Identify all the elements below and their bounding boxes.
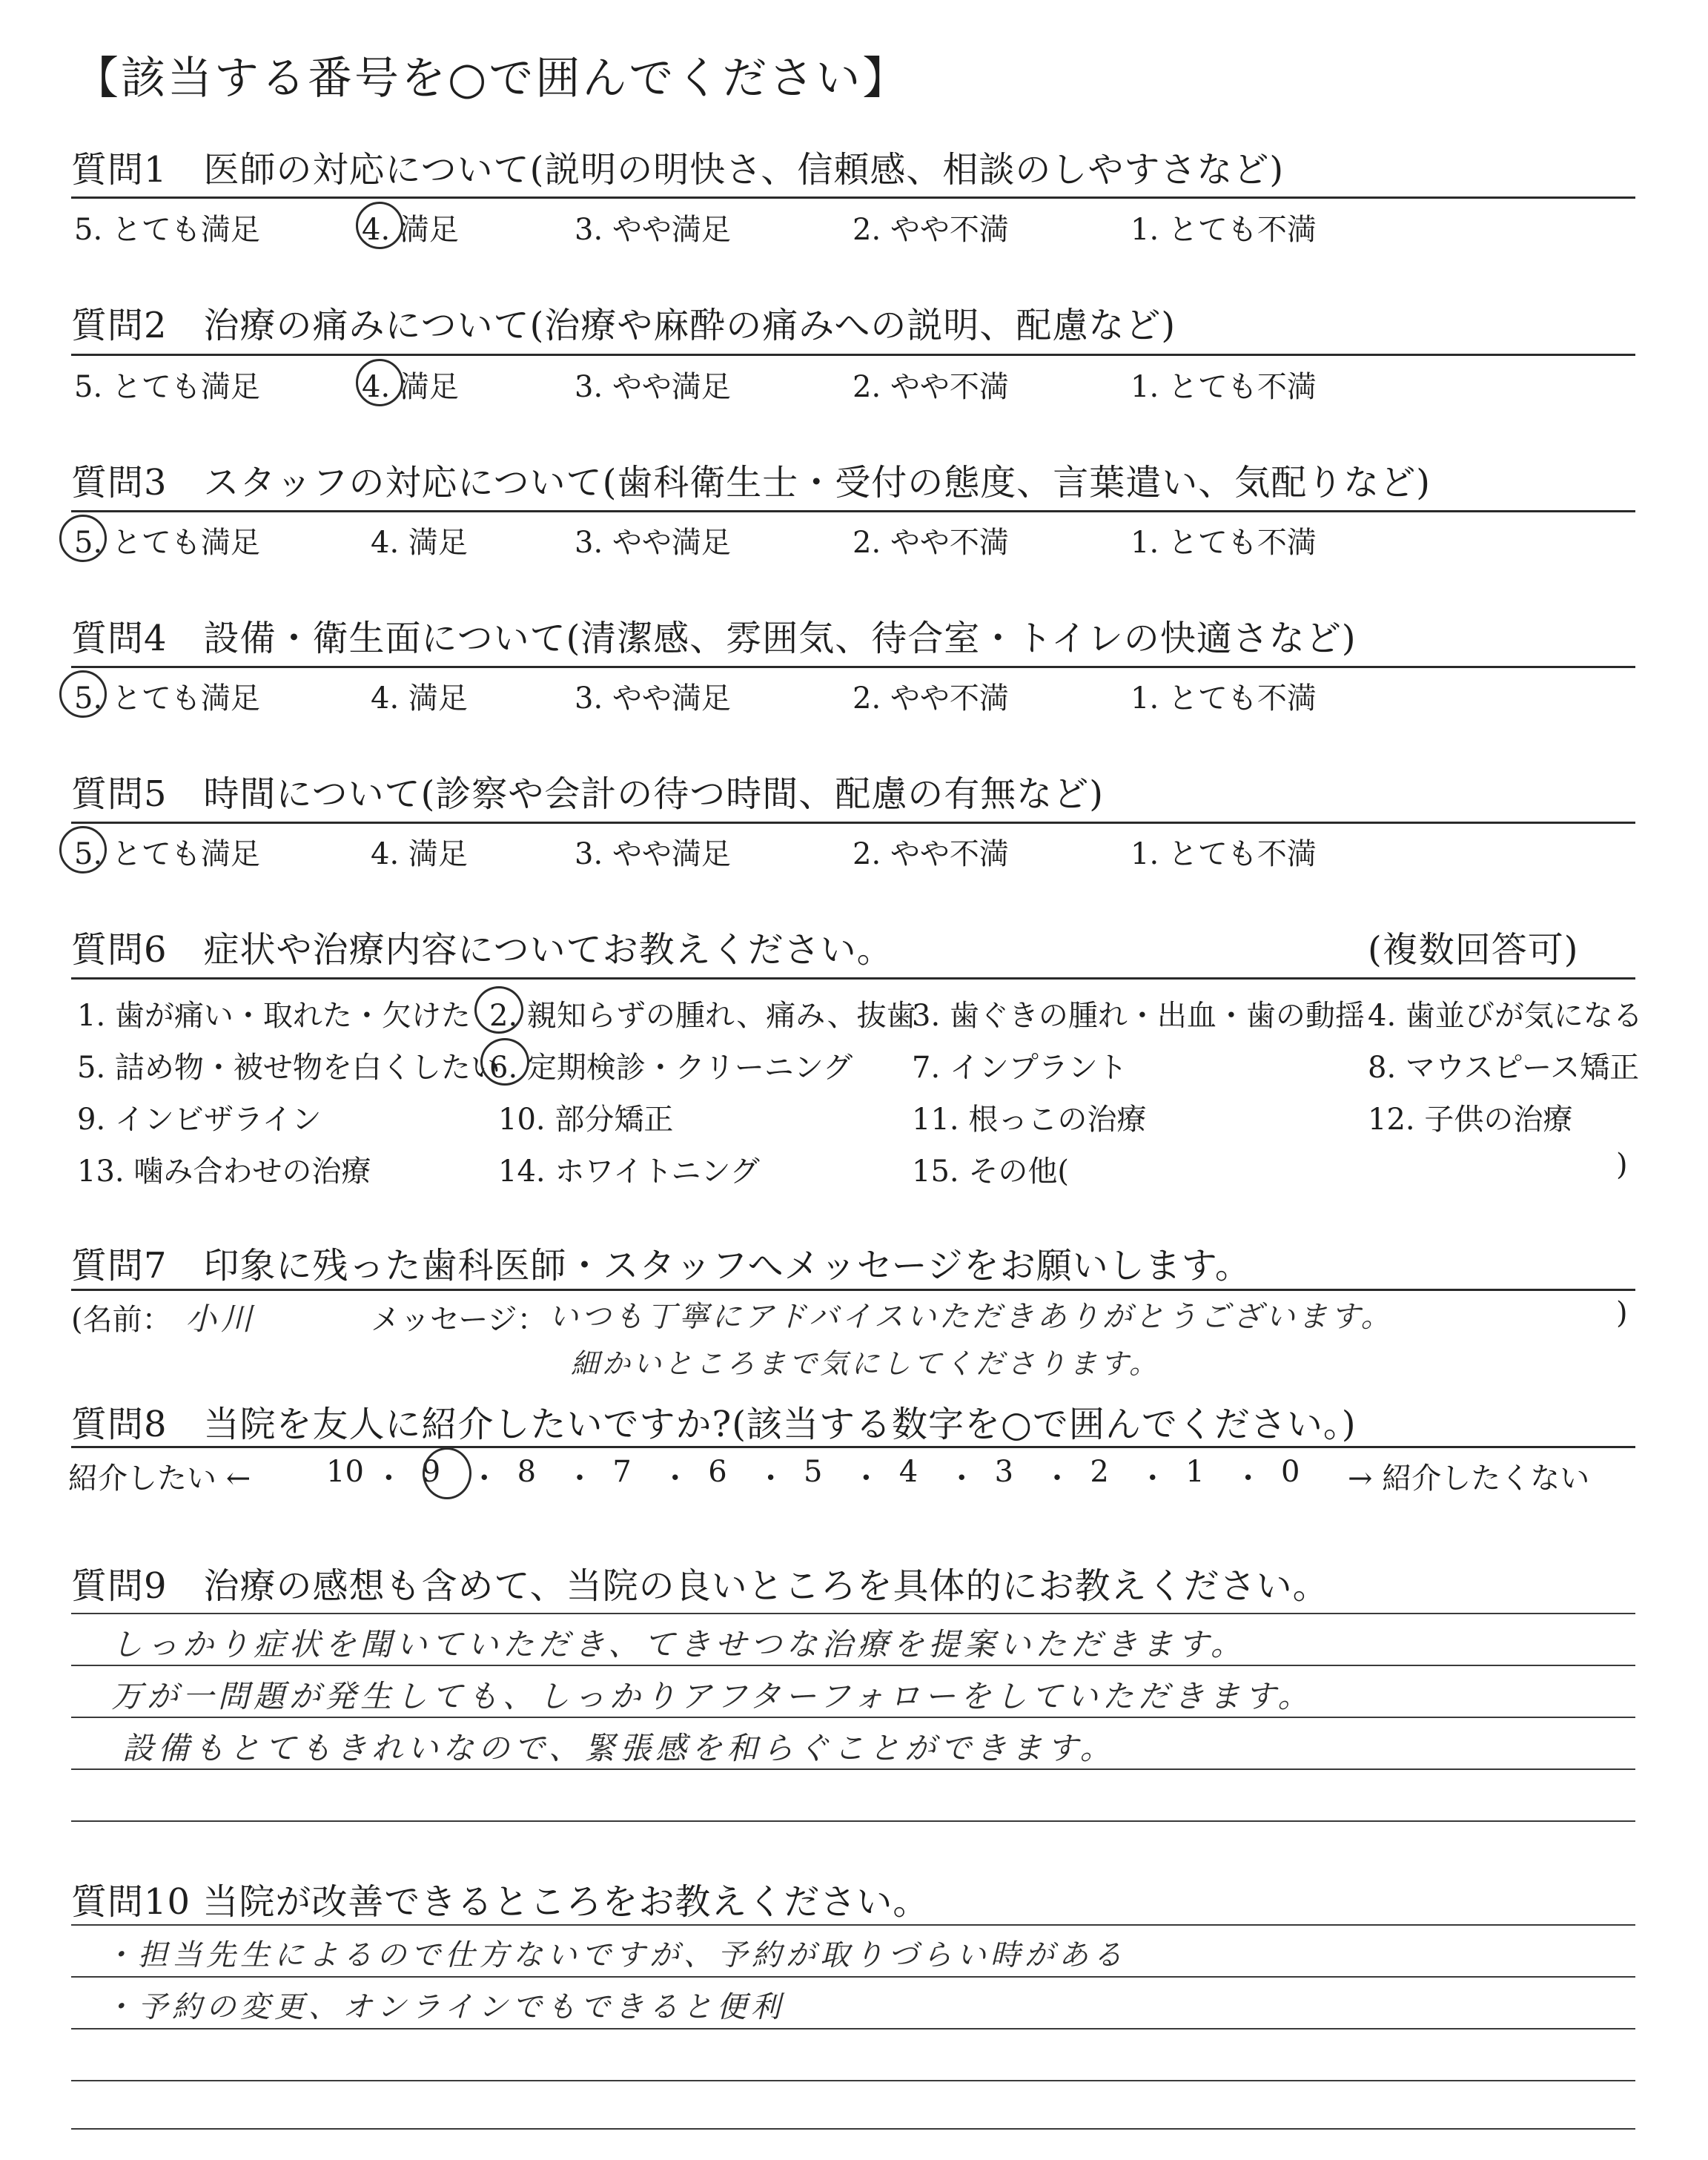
q10-line-rule-1 bbox=[71, 1976, 1635, 1978]
q1-heading: 質問1 医師の対応について(説明の明快さ、信頼感、相談のしやすさなど) bbox=[71, 149, 1285, 191]
q1-selected-circle bbox=[356, 202, 403, 249]
q1-option-1[interactable]: 1. とても不満 bbox=[1131, 213, 1317, 247]
q5-option-5[interactable]: 5. とても満足 bbox=[74, 837, 260, 871]
q8-scale-value-7[interactable]: 7 bbox=[612, 1455, 632, 1489]
q9-line-rule-3 bbox=[71, 1768, 1635, 1770]
q4-rule bbox=[71, 666, 1635, 668]
q8-selected-circle bbox=[423, 1447, 471, 1499]
q4-option-5[interactable]: 5. とても満足 bbox=[74, 681, 260, 716]
q2-selected-circle bbox=[356, 359, 403, 406]
q6-other-close: ) bbox=[1616, 1148, 1628, 1182]
q8-scale-dot: ・ bbox=[1042, 1462, 1072, 1496]
q8-scale-dot: ・ bbox=[660, 1462, 690, 1496]
q4-selected-circle bbox=[59, 670, 107, 718]
q6-item-13[interactable]: 13. 噛み合わせの治療 bbox=[77, 1155, 371, 1189]
q7-message-line2[interactable]: 細かいところまで気にしてくださります。 bbox=[571, 1347, 1160, 1380]
q10-line-1[interactable]: ・担当先生によるので仕方ないですが、予約が取りづらい時がある bbox=[104, 1938, 1127, 1972]
q8-rule bbox=[71, 1446, 1635, 1448]
q10-line-rule-4 bbox=[71, 2128, 1635, 2130]
q6-item-8[interactable]: 8. マウスピース矯正 bbox=[1368, 1051, 1640, 1085]
q8-scale-value-5[interactable]: 5 bbox=[804, 1455, 823, 1489]
q8-scale-dot: ・ bbox=[469, 1462, 500, 1496]
q6-multiple-note: (複数回答可) bbox=[1368, 929, 1579, 971]
q5-option-3[interactable]: 3. やや満足 bbox=[575, 837, 731, 871]
q3-option-5[interactable]: 5. とても満足 bbox=[74, 526, 260, 560]
q8-scale-value-0[interactable]: 0 bbox=[1281, 1455, 1300, 1489]
q4-option-1[interactable]: 1. とても不満 bbox=[1131, 681, 1317, 716]
q6-item-11[interactable]: 11. 根っこの治療 bbox=[912, 1103, 1147, 1137]
q6-item-1[interactable]: 1. 歯が痛い・取れた・欠けた bbox=[77, 999, 471, 1033]
q7-message-line1[interactable]: いつも丁寧にアドバイスいただきありがとうございます。 bbox=[549, 1300, 1394, 1334]
q10-line-rule-3 bbox=[71, 2080, 1635, 2081]
q6-item-15[interactable]: 15. その他( bbox=[912, 1155, 1069, 1189]
q6-item-6-circle bbox=[480, 1038, 529, 1086]
q8-scale-value-2[interactable]: 2 bbox=[1090, 1455, 1109, 1489]
q9-line-rule-4 bbox=[71, 1820, 1635, 1822]
q9-line-3[interactable]: 設備もとてもきれいなので、緊張感を和らぐことができます。 bbox=[122, 1730, 1116, 1766]
q5-option-1[interactable]: 1. とても不満 bbox=[1131, 837, 1317, 871]
q3-option-2[interactable]: 2. やや不満 bbox=[853, 526, 1009, 560]
q2-option-2[interactable]: 2. やや不満 bbox=[853, 370, 1009, 404]
q1-rule bbox=[71, 196, 1635, 199]
q3-heading: 質問3 スタッフの対応について(歯科衛生士・受付の態度、言葉遣い、気配りなど) bbox=[71, 462, 1431, 503]
q8-scale-dot: ・ bbox=[565, 1462, 595, 1496]
q3-option-3[interactable]: 3. やや満足 bbox=[575, 526, 731, 560]
q3-selected-circle bbox=[59, 515, 107, 562]
q6-item-2[interactable]: 2. 親知らずの腫れ、痛み、抜歯 bbox=[489, 999, 916, 1033]
q6-item-14[interactable]: 14. ホワイトニング bbox=[498, 1155, 760, 1189]
q5-option-4[interactable]: 4. 満足 bbox=[371, 837, 468, 871]
q8-scale-dot: ・ bbox=[1137, 1462, 1168, 1496]
q3-rule bbox=[71, 510, 1635, 512]
q7-message-label: メッセージ： bbox=[371, 1303, 547, 1337]
q9-heading: 質問9 治療の感想も含めて、当院の良いところを具体的にお教えください。 bbox=[71, 1565, 1329, 1607]
q4-option-2[interactable]: 2. やや不満 bbox=[853, 681, 1009, 716]
q2-option-1[interactable]: 1. とても不満 bbox=[1131, 370, 1317, 404]
q9-line-2[interactable]: 万が一問題が発生しても、しっかりアフターフォローをしていただきます。 bbox=[111, 1678, 1314, 1714]
q8-scale-value-1[interactable]: 1 bbox=[1185, 1455, 1205, 1489]
q8-heading: 質問8 当院を友人に紹介したいですか?(該当する数字を○で囲んでください。) bbox=[71, 1404, 1357, 1445]
q9-line-rule-0 bbox=[71, 1613, 1635, 1614]
q2-heading: 質問2 治療の痛みについて(治療や麻酔の痛みへの説明、配慮など) bbox=[71, 305, 1176, 346]
q2-option-5[interactable]: 5. とても満足 bbox=[74, 370, 260, 404]
q5-option-2[interactable]: 2. やや不満 bbox=[853, 837, 1009, 871]
q6-item-2-circle bbox=[474, 986, 523, 1034]
q8-scale-dot: ・ bbox=[851, 1462, 881, 1496]
q10-heading: 質問10 当院が改善できるところをお教えください。 bbox=[71, 1881, 930, 1923]
q5-heading: 質問5 時間について(診察や会計の待つ時間、配慮の有無など) bbox=[71, 773, 1105, 815]
q1-option-3[interactable]: 3. やや満足 bbox=[575, 213, 731, 247]
q7-name-value[interactable]: 小川 bbox=[185, 1301, 257, 1337]
page-title: 【該当する番号を○で囲んでください】 bbox=[74, 53, 910, 105]
q6-item-7[interactable]: 7. インプラント bbox=[912, 1051, 1128, 1085]
q8-right-label: → 紹介したくない bbox=[1348, 1462, 1590, 1496]
q6-item-10[interactable]: 10. 部分矯正 bbox=[498, 1103, 674, 1137]
q7-heading: 質問7 印象に残った歯科医師・スタッフへメッセージをお願いします。 bbox=[71, 1245, 1251, 1287]
q8-scale-dot: ・ bbox=[1233, 1462, 1263, 1496]
q8-scale-value-9[interactable]: 9 bbox=[421, 1455, 441, 1489]
q10-line-rule-2 bbox=[71, 2028, 1635, 2029]
q2-option-3[interactable]: 3. やや満足 bbox=[575, 370, 731, 404]
q1-option-2[interactable]: 2. やや不満 bbox=[853, 213, 1009, 247]
q8-scale-dot: ・ bbox=[755, 1462, 786, 1496]
q8-scale-dot: ・ bbox=[374, 1462, 404, 1496]
q8-scale-value-8[interactable]: 8 bbox=[517, 1455, 537, 1489]
q6-rule bbox=[71, 977, 1635, 980]
q9-line-rule-2 bbox=[71, 1717, 1635, 1718]
q5-selected-circle bbox=[59, 826, 107, 873]
q7-name-label: (名前： bbox=[71, 1303, 172, 1337]
q6-item-12[interactable]: 12. 子供の治療 bbox=[1368, 1103, 1573, 1137]
q2-option-4[interactable]: 4. 満足 bbox=[362, 370, 459, 404]
q2-rule bbox=[71, 354, 1635, 356]
q8-scale-value-6[interactable]: 6 bbox=[708, 1455, 727, 1489]
q10-line-2[interactable]: ・予約の変更、オンラインでもできると便利 bbox=[104, 1990, 785, 2024]
q6-item-5[interactable]: 5. 詰め物・被せ物を白くしたい bbox=[77, 1051, 500, 1085]
q5-rule bbox=[71, 822, 1635, 824]
q6-item-6[interactable]: 6. 定期検診・クリーニング bbox=[489, 1051, 853, 1085]
q6-item-3[interactable]: 3. 歯ぐきの腫れ・出血・歯の動揺 bbox=[912, 999, 1365, 1033]
q1-option-5[interactable]: 5. とても満足 bbox=[74, 213, 260, 247]
q9-line-rule-1 bbox=[71, 1665, 1635, 1666]
q8-left-label: 紹介したい ← bbox=[68, 1462, 251, 1496]
q9-line-1[interactable]: しっかり症状を聞いていただき、てきせつな治療を提案いただきます。 bbox=[111, 1626, 1246, 1662]
q8-scale-value-3[interactable]: 3 bbox=[994, 1455, 1014, 1489]
q8-scale-value-4[interactable]: 4 bbox=[898, 1455, 918, 1489]
q7-close-paren: ) bbox=[1616, 1296, 1628, 1330]
q3-option-4[interactable]: 4. 満足 bbox=[371, 526, 468, 560]
q3-option-1[interactable]: 1. とても不満 bbox=[1131, 526, 1317, 560]
q6-heading: 質問6 症状や治療内容についてお教えください。 bbox=[71, 929, 893, 971]
q8-scale-value-10[interactable]: 10 bbox=[326, 1455, 364, 1489]
q4-option-3[interactable]: 3. やや満足 bbox=[575, 681, 731, 716]
q7-rule bbox=[71, 1289, 1635, 1291]
q6-item-9[interactable]: 9. インビザライン bbox=[77, 1103, 322, 1137]
q1-option-4[interactable]: 4. 満足 bbox=[362, 213, 459, 247]
q10-line-rule-0 bbox=[71, 1924, 1635, 1926]
q4-heading: 質問4 設備・衛生面について(清潔感、雰囲気、待合室・トイレの快適さなど) bbox=[71, 618, 1357, 659]
q8-scale-dot: ・ bbox=[947, 1462, 977, 1496]
q6-item-4[interactable]: 4. 歯並びが気になる bbox=[1368, 999, 1643, 1033]
q4-option-4[interactable]: 4. 満足 bbox=[371, 681, 468, 716]
